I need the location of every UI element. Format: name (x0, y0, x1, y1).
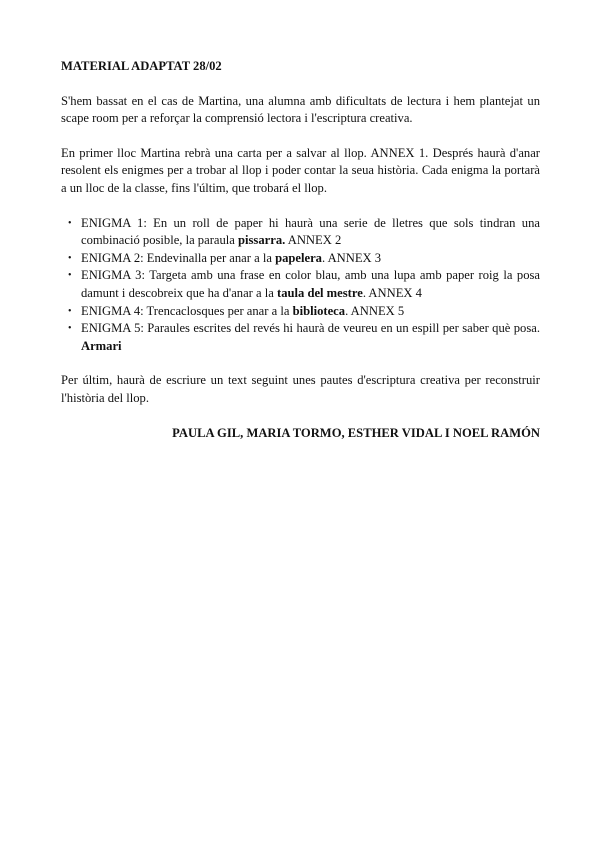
enigma-text: ENIGMA 3: Targeta amb una frase en color blau, amb una lupa amb paper roig la posa damunt i descobreix que ha d'anar a la (81, 268, 540, 300)
enigma-text: ENIGMA 2: Endevinalla per anar a la (81, 250, 276, 265)
enigma-list (61, 215, 540, 356)
closing-paragraph: Per últim, haurà de escriure un text seguint unes pautes d'escriptura creativa per reconstruir l'història del llop. (61, 373, 540, 405)
bullet-icon: • (68, 270, 72, 282)
intro-paragraph: S'hem bassat en el cas de Martina, una alumna amb dificultats de lectura i hem plantejat un scape room per a reforçar la comprensió lectora i l'escriptura creativa. (61, 93, 540, 126)
bullet-icon: • (68, 252, 72, 264)
enigma-annex: . ANNEX 5 (345, 303, 405, 318)
enigma-keyword: papelera (275, 250, 322, 265)
bullet-icon: • (68, 305, 72, 317)
enigma-annex: ANNEX 2 (285, 233, 342, 248)
list-item (68, 320, 540, 355)
enigma-keyword: Armari (81, 338, 122, 353)
enigma-keyword: taula del mestre (277, 285, 363, 300)
enigma-text: ENIGMA 5: Paraules escrites del revés hi haurà de veureu en un espill per saber què posa. (81, 321, 540, 336)
enigma-text: ENIGMA 4: Trencaclosques per anar a la (81, 303, 293, 318)
list-item (68, 267, 540, 302)
enigma-keyword: biblioteca (292, 303, 346, 318)
authors-signature: PAULA GIL, MARIA TORMO, ESTHER VIDAL I NOEL RAMÓN (172, 425, 540, 440)
list-item (68, 250, 540, 268)
document-title: MATERIAL ADAPTAT 28/02 (61, 59, 222, 73)
list-item (68, 303, 540, 321)
enigma-text: ENIGMA 1: En un roll de paper hi haurà una serie de lletres que sols tindran una combinació posible, la paraula (81, 215, 540, 248)
document-page (61, 58, 540, 442)
bullet-icon: • (68, 217, 72, 229)
enigma-annex: . ANNEX 3 (321, 250, 382, 265)
enigma-annex: . ANNEX 4 (362, 285, 422, 300)
bullet-icon: • (68, 323, 72, 335)
enigma-keyword: pissarra. (238, 233, 286, 248)
plan-paragraph: En primer lloc Martina rebrà una carta per a salvar al llop. ANNEX 1. Després haurà d'anar resolent els enigmes per a trobar al llop i poder contar la seua història. Cada enigma la portarà a un lloc de la classe, fins l'últim, que trobará el llop. (61, 145, 540, 195)
list-item (68, 215, 540, 250)
